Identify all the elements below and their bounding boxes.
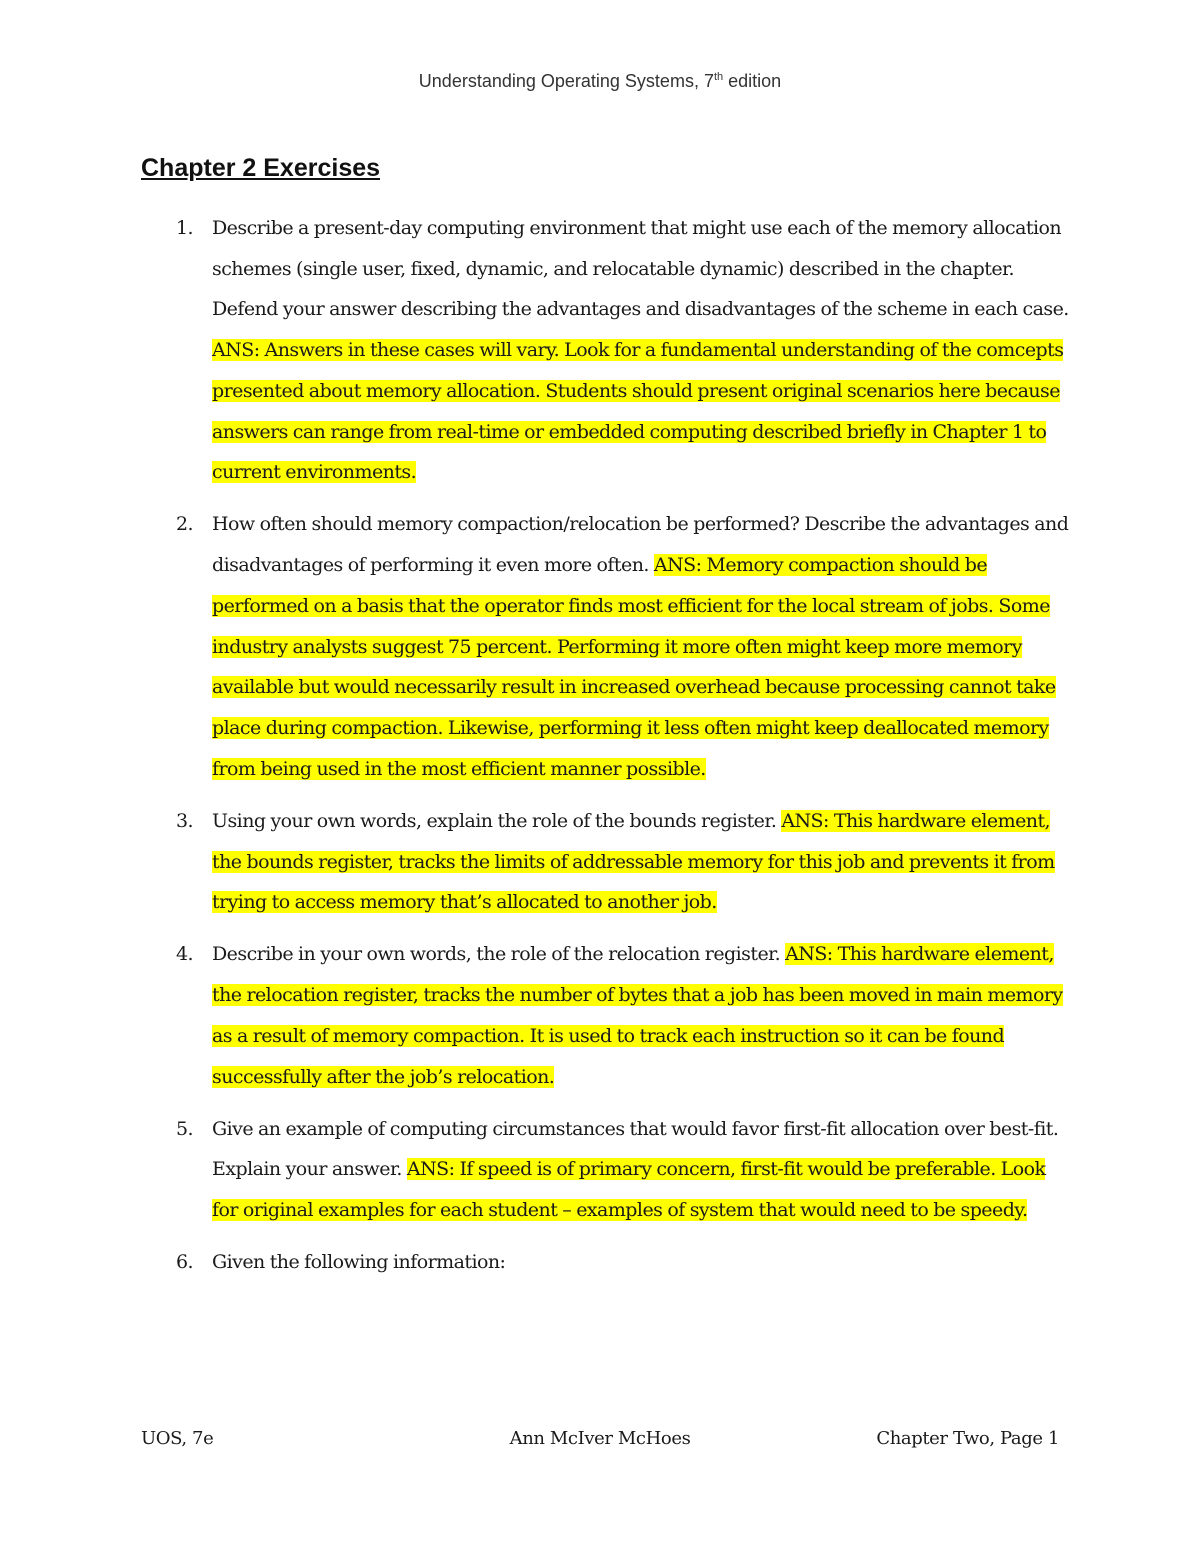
exercise-answer: ANS: This hardware element, the relocation register, tracks the number of bytes that a job has been moved in main memory as a result of memory compaction. It is used to track each instruction so it can be found successfully after the job’s relocation. [212,943,1063,1088]
chapter-title: Chapter 2 Exercises [141,154,381,182]
exercise-number: 1. [176,217,194,239]
exercise-item [141,934,1071,1097]
page-footer [141,1428,1059,1458]
running-header-suffix: edition [723,71,782,91]
exercise-question: Describe in your own words, the role of the relocation register. [212,943,781,966]
exercise-answer: ANS: Memory compaction should be performed on a basis that the operator finds most efficient for the local stream of jobs. Some industry analysts suggest 75 percent. Performing it more often might keep more memory available but would necessarily result in increased overhead because processing cannot take place during compaction. Likewise, performing it less often might keep deallocated memory from being used in the most efficient manner possible. [212,554,1056,780]
exercise-question: Given the following information: [212,1251,506,1274]
exercise-number: 5. [176,1117,194,1140]
exercise-question: Give an example of computing circumstances that would favor first-fit allocation over best-fit. Explain your answer. [212,1117,1059,1181]
running-header-title: Understanding Operating Systems, 7 [418,71,714,91]
exercise-item [141,1109,1071,1231]
exercise-answer: ANS: Answers in these cases will vary. Look for a fundamental understanding of the comcepts presented about memory allocation. Students should present original scenarios here because answers can range from real-time or embedded computing described briefly in Chapter 1 to current environments. [212,339,1064,484]
exercise-answer: ANS: This hardware element, the bounds register, tracks the limits of addressable memory for this job and prevents it from trying to access memory that’s allocated to another job. [212,809,1055,914]
exercise-question: Using your own words, explain the role of the bounds register. [212,809,777,832]
running-header-superscript: th [713,71,724,83]
footer-course: UOS, 7e [141,1428,214,1449]
running-header [0,71,1200,92]
exercise-number: 4. [176,943,194,966]
footer-author: Ann McIver McHoes [509,1428,691,1449]
exercise-item [141,1242,1071,1283]
exercise-number: 3. [176,809,194,832]
exercise-item [141,208,1071,493]
exercise-item [141,801,1071,923]
exercise-question: How often should memory compaction/relocation be performed? Describe the advantages and disadvantages of performing it even more often. [212,513,1069,577]
exercise-question: Describe a present-day computing environment that might use each of the memory allocation schemes (single user, fixed, dynamic, and relocatable dynamic) described in the chapter. Defend your answer describing the advantages and disadvantages of the scheme in each case. [212,217,1069,321]
exercise-number: 2. [176,513,194,536]
exercise-list [141,208,1071,1295]
exercise-answer: ANS: If speed is of primary concern, first-fit would be preferable. Look for original examples for each student – examples of system that would need to be speedy. [212,1158,1046,1222]
footer-page-number: Chapter Two, Page 1 [876,1428,1059,1449]
exercise-item [141,504,1071,789]
exercise-number: 6. [176,1251,194,1274]
